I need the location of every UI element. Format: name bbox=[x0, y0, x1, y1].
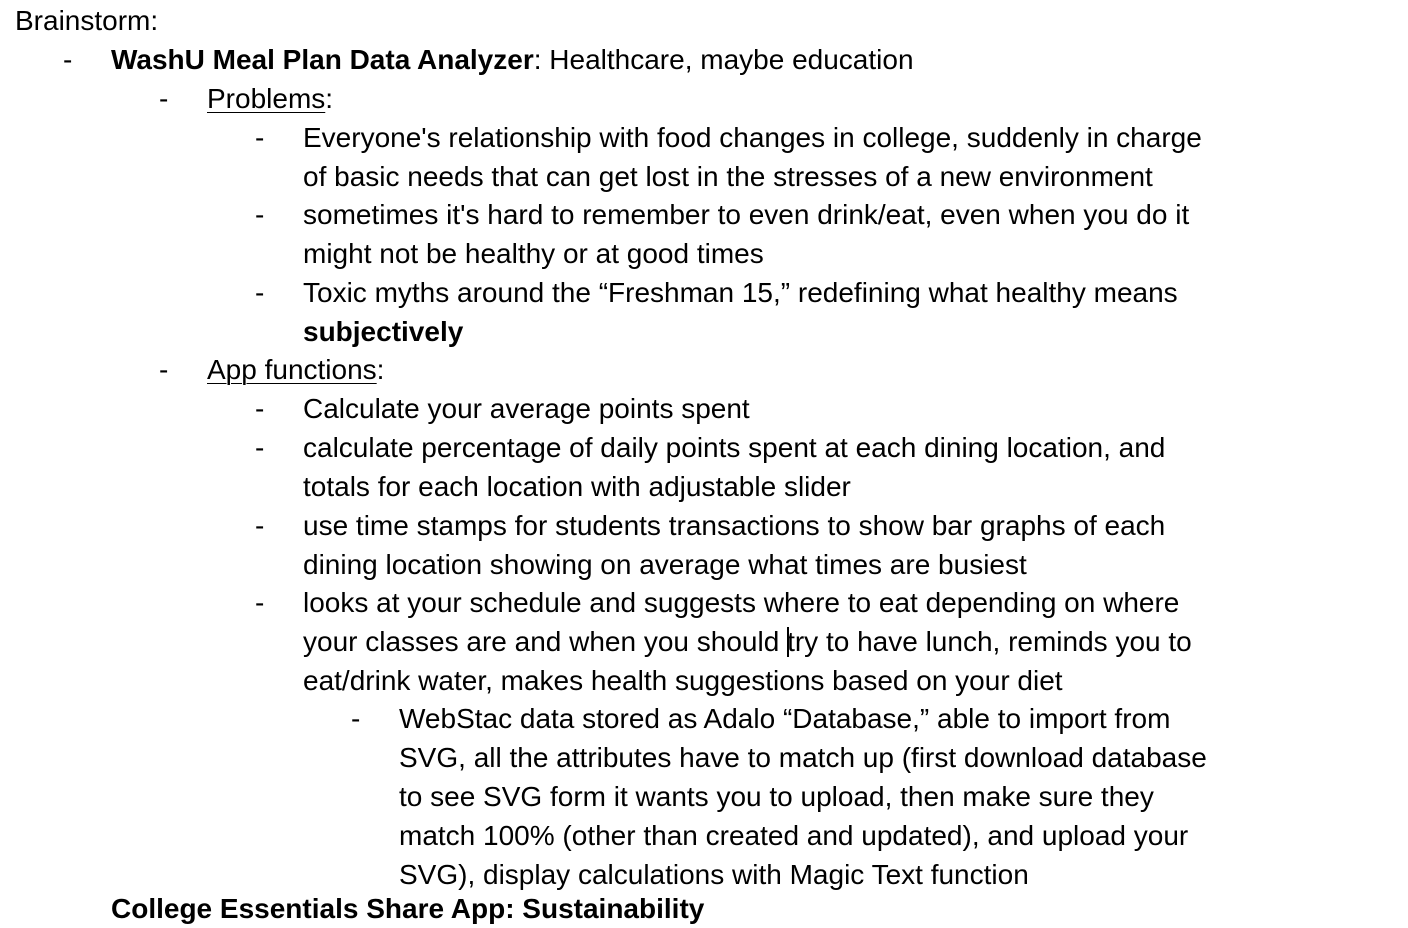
problems-label: Problems bbox=[207, 83, 326, 114]
bullet-dash: - bbox=[255, 510, 265, 541]
list-item-text: sometimes it's hard to remember to even drink/eat, even when you do it bbox=[303, 199, 1190, 230]
list-item-text: totals for each location with adjustable slider bbox=[303, 471, 851, 502]
list-item-text: your classes are and when you should bbox=[303, 626, 788, 657]
list-item-text: looks at your schedule and suggests where to eat depending on where bbox=[303, 587, 1180, 618]
next-item-text: College Essentials Share App: Sustainability bbox=[111, 893, 705, 924]
app-functions-label: App functions bbox=[207, 354, 377, 385]
bullet-dash: - bbox=[63, 44, 73, 75]
problems-colon: : bbox=[325, 83, 334, 114]
bullet-dash: - bbox=[255, 587, 265, 618]
list-item-text: Calculate your average points spent bbox=[303, 393, 750, 424]
brainstorm-heading: Brainstorm: bbox=[15, 5, 159, 36]
bullet-dash: - bbox=[255, 122, 265, 153]
next-item-partial bbox=[111, 885, 731, 924]
list-item-text: match 100% (other than created and updated), and upload your bbox=[399, 820, 1189, 851]
app-functions-colon: : bbox=[376, 354, 385, 385]
list-item-text: of basic needs that can get lost in the stresses of a new environment bbox=[303, 161, 1153, 192]
list-item-text: eat/drink water, makes health suggestions based on your diet bbox=[303, 665, 1063, 696]
bullet-dash: - bbox=[255, 277, 265, 308]
list-item-text: try to have lunch, reminds you to bbox=[787, 626, 1192, 657]
list-item-text: might not be healthy or at good times bbox=[303, 238, 764, 269]
list-item-text: calculate percentage of daily points spent at each dining location, and bbox=[303, 432, 1166, 463]
list-item-text: subjectively bbox=[303, 316, 464, 347]
list-item-text: use time stamps for students transactions to show bar graphs of each bbox=[303, 510, 1166, 541]
project-title: WashU Meal Plan Data Analyzer bbox=[111, 44, 534, 75]
list-item-text: to see SVG form it wants you to upload, then make sure they bbox=[399, 781, 1154, 812]
bullet-dash: - bbox=[159, 354, 169, 385]
list-item-text: SVG), display calculations with Magic Text function bbox=[399, 859, 1029, 890]
list-item-text: SVG, all the attributes have to match up (first download database bbox=[399, 742, 1207, 773]
bullet-dash: - bbox=[351, 703, 361, 734]
bullet-dash: - bbox=[255, 432, 265, 463]
bullet-dash: - bbox=[255, 199, 265, 230]
list-item-text: dining location showing on average what times are busiest bbox=[303, 549, 1027, 580]
list-item-text: Toxic myths around the “Freshman 15,” redefining what healthy means bbox=[303, 277, 1178, 308]
project-subtitle: : Healthcare, maybe education bbox=[533, 44, 914, 75]
list-item-text: Everyone's relationship with food changes in college, suddenly in charge bbox=[303, 122, 1202, 153]
bullet-dash: - bbox=[159, 83, 169, 114]
list-item-text: WebStac data stored as Adalo “Database,” able to import from bbox=[399, 703, 1171, 734]
bullet-dash: - bbox=[255, 393, 265, 424]
